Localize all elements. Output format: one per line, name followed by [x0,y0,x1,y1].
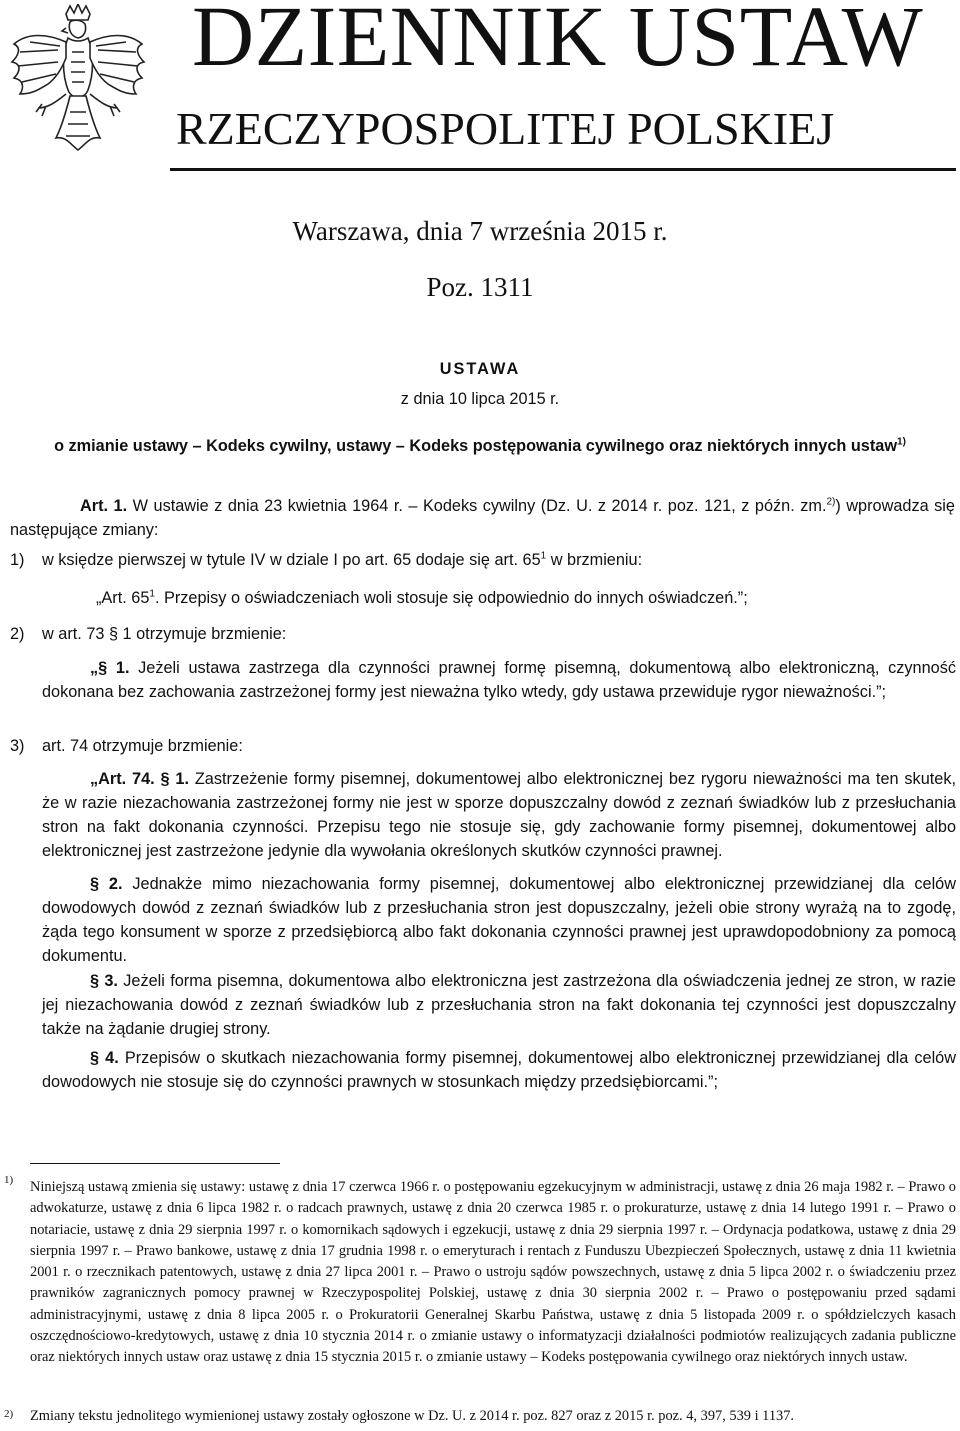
quote-art-74-par-1 [42,767,956,863]
quote-art-65-1 [96,586,956,610]
journal-title: DZIENNIK USTAW [192,0,924,84]
list-item-number: 1) [10,551,25,569]
list-item-number: 2) [10,625,25,643]
header-rule [170,168,956,171]
act-date: z dnia 10 lipca 2015 r. [400,390,560,408]
quote-art-74-par-2-label: § 2. [90,875,123,893]
footnote-2-text: Zmiany tekstu jednolitego wymienionej ustawy zostały ogłoszone w Dz. U. z 2014 r. poz. 827 oraz z 2015 r. poz. 4, 397, 539 i 1137. [30,1408,795,1424]
footnote-rule [30,1163,280,1164]
act-type: USTAWA [439,360,521,378]
list-item [10,548,955,572]
act-title-text: o zmianie ustawy – Kodeks cywilny, ustawy – Kodeks postępowania cywilnego oraz niektórych innych ustaw [54,437,898,455]
journal-subtitle: RZECZYPOSPOLITEJ POLSKIEJ [176,103,835,154]
quote-art-74-par-1-text: Zastrzeżenie formy pisemnej, dokumentowej albo elektronicznej bez rygoru nieważności ma ten skutek, że w razie niezachowania zastrzeżonej formy nie jest w sporze dopuszczalny dowód z zeznań świadków lub z przesłuchania stron na fakt dokonania czynności. Przepisu tego nie stosuje się, gdy zachowanie formy pisemnej, dokumentowej albo elektronicznej jest zastrzeżone jedynie dla wywołania określonych skutków czynności prawnej. [42,770,956,860]
quote-art-74-par-2-text: Jednakże mimo niezachowania formy pisemnej, dokumentowej albo elektronicznej przewidzianej dla celów dowodowych dowód z zeznań świadków lub z przesłuchania stron jest dopuszczalny, jeżeli obie strony wyrażą na to zgodę, żąda tego konsument w sporze z przedsiębiorcą albo fakt dokonania czynności prawnej jest uprawdopodobniony za pomocą dokumentu. [42,875,956,965]
article-1-text-b: ) wprowadza się następujące zmiany: [10,497,955,539]
act-title-footnote-ref: 1) [897,436,906,448]
list-item-number: 3) [10,737,25,755]
article-1-footnote-ref: 2) [826,496,836,508]
footnote-1-mark: 1) [4,1174,14,1186]
quote-art-74-par-3-label: § 3. [90,972,118,990]
publication-date: Warszawa, dnia 7 września 2015 r. [292,216,668,246]
quote-art-73-text: Jeżeli ustawa zastrzega dla czynności prawnej formę pisemną, dokumentową albo elektroniczną, czynność dokonana bez zachowania zastrzeżonej formy jest nieważna tylko wtedy, gdy ustawa przewiduje rygor nieważności.”; [42,659,956,701]
list-item-text-after: w brzmieniu: [546,551,643,569]
quote-art-74-par-4 [42,1046,956,1094]
article-1-text-a: W ustawie z dnia 23 kwietnia 1964 r. – Kodeks cywilny (Dz. U. z 2014 r. poz. 121, z późn. zm. [132,497,827,515]
quote-art-65-1-text: . Przepisy o oświadczeniach woli stosuje się odpowiednio do innych oświadczeń.”; [154,589,748,607]
polish-eagle-emblem-icon [8,4,148,164]
quote-art-74-par-2 [42,872,956,968]
quote-art-65-1-start: „Art. 65 [96,589,150,607]
quote-art-74-par-3-text: Jeżeli forma pisemna, dokumentowa albo elektroniczna jest zastrzeżona dla oświadczenia jednej ze stron, w razie jej niezachowania dowód z zeznań świadków lub z przesłuchania stron na fakt dokonania tej czynności jest dopuszczalny także na żądanie drugiej strony. [42,972,956,1038]
list-item-text: art. 74 otrzymuje brzmienie: [42,737,243,755]
list-item [10,622,955,646]
quote-art-74-par-3 [42,969,956,1041]
position-number: Poz. 1311 [426,272,534,302]
article-1 [10,494,955,542]
list-item-text: w art. 73 § 1 otrzymuje brzmienie: [42,625,287,643]
quote-art-73 [42,656,956,704]
list-item-text: w księdze pierwszej w tytule IV w dziale I po art. 65 dodaje się art. 65 [42,551,541,569]
footnote-2-mark: 2) [4,1408,14,1420]
quote-art-65-1-sup: 1 [149,588,155,600]
act-title [0,434,960,458]
article-1-label: Art. 1. [80,497,128,515]
list-item [10,734,955,758]
footnote-1-text: Niniejszą ustawą zmienia się ustawy: ustawę z dnia 17 czerwca 1966 r. o postępowaniu egzekucyjnym w administracji, ustawę z dnia 26 maja 1982 r. – Prawo o adwokaturze, ustawę z dnia 6 lipca 1982 r. o radcach prawnych, ustawę z dnia 20 czerwca 1985 r. o prokuraturze, ustawę z dnia 14 lutego 1991 r. – Prawo o notariacie, ustawę z dnia 29 sierpnia 1997 r. o komornikach sądowych i egzekucji, ustawę z dnia 29 sierpnia 1997 r. – Ordynacja podatkowa, ustawę z dnia 29 sierpnia 1997 r. – Prawo bankowe, ustawę z dnia 17 grudnia 1998 r. o emeryturach i rentach z Funduszu Ubezpieczeń Społecznych, ustawę z dnia 11 kwietnia 2001 r. o rzecznikach patentowych, ustawę z dnia 27 lipca 2001 r. – Prawo o ustroju sądów powszechnych, ustawę z dnia 5 lipca 2002 r. o świadczeniu przez prawników zagranicznych pomocy prawnej w Rzeczypospolitej Polskiej, ustawę z dnia 30 sierpnia 2002 r. – Prawo o postępowaniu przed sądami administracyjnymi, ustawę z dnia 8 lipca 2005 r. o Prokuratorii Generalnej Skarbu Państwa, ustawę z dnia 5 listopada 2009 r. o spółdzielczych kasach oszczędnościowo-kredytowych, ustawę z dnia 10 stycznia 2014 r. o zmianie ustawy o informatyzacji działalności podmiotów realizujących zadania publiczne oraz niektórych innych ustaw oraz ustawę z dnia 15 stycznia 2015 r. o zmianie ustawy – Kodeks postępowania cywilnego oraz niektórych innych ustaw. [30,1179,956,1366]
list-item-sup: 1 [540,550,547,562]
quote-art-73-label: „§ 1. [90,659,130,677]
quote-art-74-par-1-label: „Art. 74. § 1. [90,770,189,788]
quote-art-74-par-4-label: § 4. [90,1049,119,1067]
quote-art-74-par-4-text: Przepisów o skutkach niezachowania formy pisemnej, dokumentowej albo elektronicznej przewidzianej dla celów dowodowych nie stosuje się do czynności prawnych w stosunkach między przedsiębiorcami.”; [42,1049,956,1091]
